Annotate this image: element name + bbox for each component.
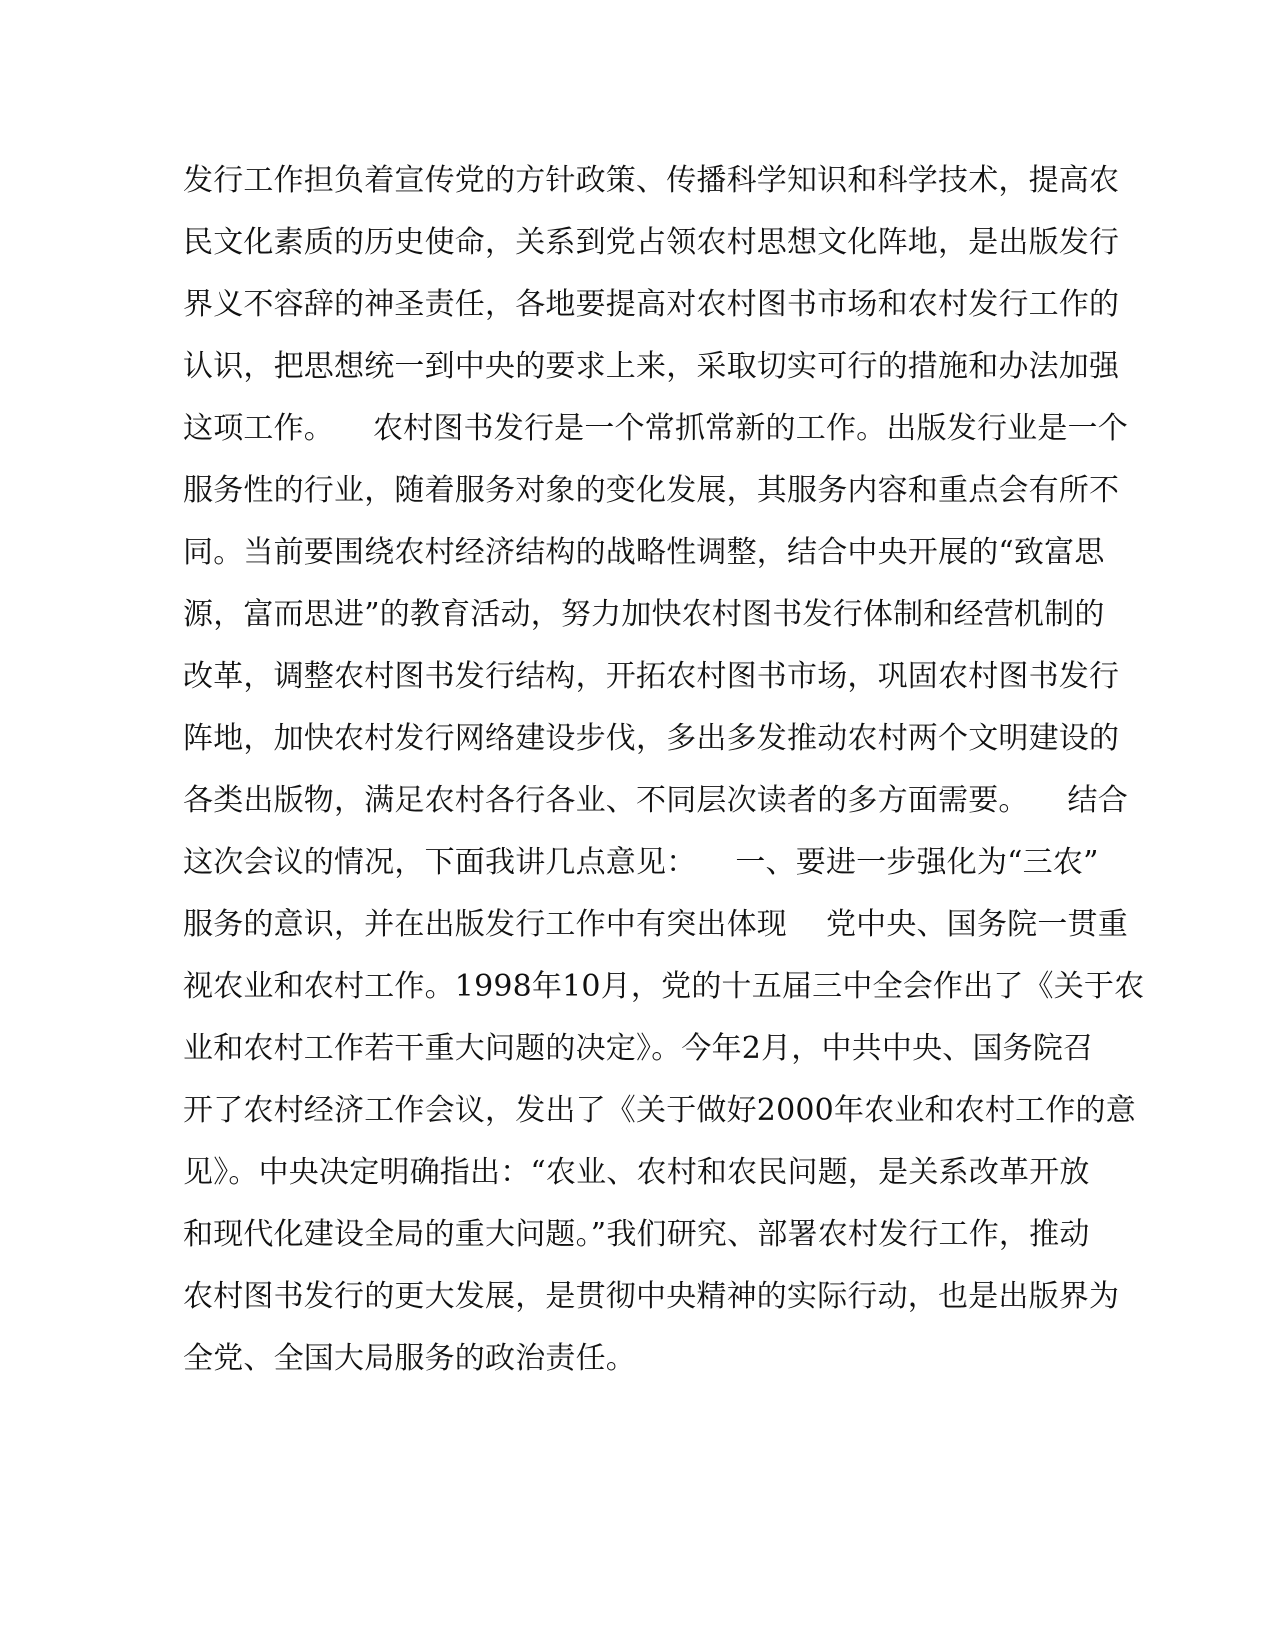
text-line: 认识，把思想统一到中央的要求上来，采取切实可行的措施和办法加强 — [183, 349, 1120, 384]
text-line: 视农业和农村工作。1998年10月，党的十五届三中全会作出了《关于农 — [183, 969, 1145, 1004]
text-line: 源，富而思进”的教育活动，努力加快农村图书发行体制和经营机制的 — [183, 597, 1105, 632]
text-line: 发行工作担负着宣传党的方针政策、传播科学知识和科学技术，提高农 — [183, 163, 1120, 198]
text-line: 服务的意识，并在出版发行工作中有突出体现 党中央、国务院一贯重 — [183, 907, 1128, 942]
text-line: 同。当前要围绕农村经济结构的战略性调整，结合中央开展的“致富思 — [183, 535, 1105, 570]
text-line: 这次会议的情况，下面我讲几点意见： 一、要进一步强化为“三农” — [183, 845, 1099, 880]
text-line: 开了农村经济工作会议，发出了《关于做好2000年农业和农村工作的意 — [183, 1093, 1136, 1128]
body-text — [183, 150, 1145, 1390]
text-line: 民文化素质的历史使命，关系到党占领农村思想文化阵地，是出版发行 — [183, 225, 1120, 260]
text-line: 阵地，加快农村发行网络建设步伐，多出多发推动农村两个文明建设的 — [183, 721, 1120, 756]
text-line: 业和农村工作若干重大问题的决定》。今年2月，中共中央、国务院召 — [183, 1031, 1094, 1066]
text-line: 界义不容辞的神圣责任，各地要提高对农村图书市场和农村发行工作的 — [183, 287, 1120, 322]
text-line: 这项工作。 农村图书发行是一个常抓常新的工作。出版发行业是一个 — [183, 411, 1128, 446]
text-line: 农村图书发行的更大发展，是贯彻中央精神的实际行动，也是出版界为 — [183, 1279, 1120, 1314]
text-line: 见》。中央决定明确指出：“农业、农村和农民问题，是关系改革开放 — [183, 1155, 1090, 1190]
text-line: 服务性的行业，随着服务对象的变化发展，其服务内容和重点会有所不 — [183, 473, 1120, 508]
text-line: 改革，调整农村图书发行结构，开拓农村图书市场，巩固农村图书发行 — [183, 659, 1120, 694]
text-line: 各类出版物，满足农村各行各业、不同层次读者的多方面需要。 结合 — [183, 783, 1128, 818]
text-line: 全党、全国大局服务的政治责任。 — [183, 1341, 636, 1376]
text-line: 和现代化建设全局的重大问题。”我们研究、部署农村发行工作，推动 — [183, 1217, 1090, 1252]
